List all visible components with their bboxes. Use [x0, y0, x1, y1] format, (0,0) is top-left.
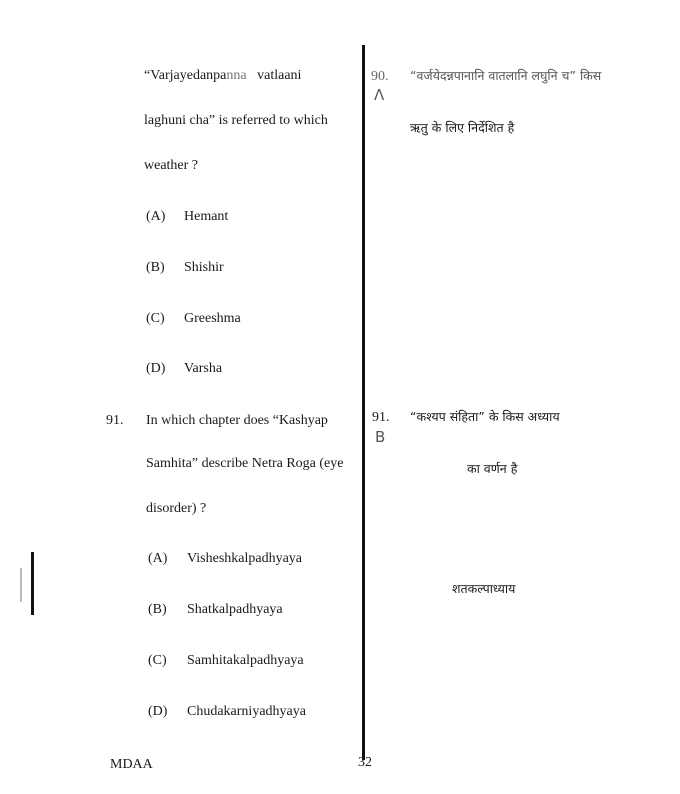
column-divider	[362, 45, 365, 760]
option-text: Visheshkalpadhyaya	[187, 551, 303, 566]
q90-option-c	[146, 311, 241, 327]
option-label: (C)	[146, 311, 165, 326]
option-text: Greeshma	[184, 311, 241, 326]
option-label: (D)	[148, 704, 168, 719]
q90-option-d	[146, 361, 223, 377]
option-text: Shishir	[184, 260, 224, 275]
option-text: Samhitakalpadhyaya	[187, 653, 304, 668]
option-label: (D)	[146, 361, 166, 376]
option-label: (A)	[148, 551, 168, 566]
scan-speck	[20, 568, 22, 602]
q90-text-line3: weather ?	[144, 158, 199, 173]
q91-text-line1: In which chapter does “Kashyap	[146, 413, 328, 428]
option-text: Shatkalpadhyaya	[187, 602, 283, 617]
q91-hindi-line1: “कश्यप संहिता” के किस अध्याय	[410, 409, 560, 424]
q90-handwritten-mark: Λ	[374, 86, 385, 104]
q91-option-a	[148, 551, 303, 567]
q90-hindi-line2: ऋतु के लिए निर्देशित है	[410, 120, 515, 135]
q90-text-line1	[144, 68, 301, 84]
q90-text-line2: laghuni cha” is referred to which	[144, 113, 328, 128]
q91-number: 91.	[106, 413, 124, 428]
q91-hindi-number: 91.	[372, 410, 390, 425]
q91-option-c	[148, 653, 304, 669]
q90-line1-faded: nna	[226, 68, 247, 83]
page-number: 32	[358, 755, 372, 770]
q91-hindi-answer: शतकल्पाध्याय	[452, 581, 516, 596]
q91-text-line3: disorder) ?	[146, 501, 207, 516]
option-label: (C)	[148, 653, 167, 668]
q90-option-b	[146, 260, 224, 276]
q90-option-a	[146, 209, 229, 225]
q91-handwritten-mark: B	[375, 428, 386, 446]
q91-option-d	[148, 704, 306, 720]
option-text: Varsha	[184, 361, 223, 376]
option-text: Hemant	[184, 209, 229, 224]
q91-hindi-line2: का वर्णन है	[467, 461, 518, 476]
q90-line1-start: “Varjayedanpa	[144, 68, 227, 83]
option-text: Chudakarniyadhyaya	[187, 704, 306, 719]
q91-text-line2: Samhita” describe Netra Roga (eye	[146, 456, 344, 471]
margin-mark	[31, 552, 34, 615]
q91-option-b	[148, 602, 283, 618]
q90-hindi-line1: “वर्जयेदन्नपानानि वातलानि लघुनि च” किस	[410, 68, 602, 83]
footer-code: MDAA	[110, 757, 153, 772]
option-label: (B)	[146, 260, 165, 275]
option-label: (A)	[146, 209, 166, 224]
option-label: (B)	[148, 602, 167, 617]
q90-hindi-number: 90.	[371, 69, 389, 84]
q90-line1-tail: vatlaani	[257, 68, 302, 83]
